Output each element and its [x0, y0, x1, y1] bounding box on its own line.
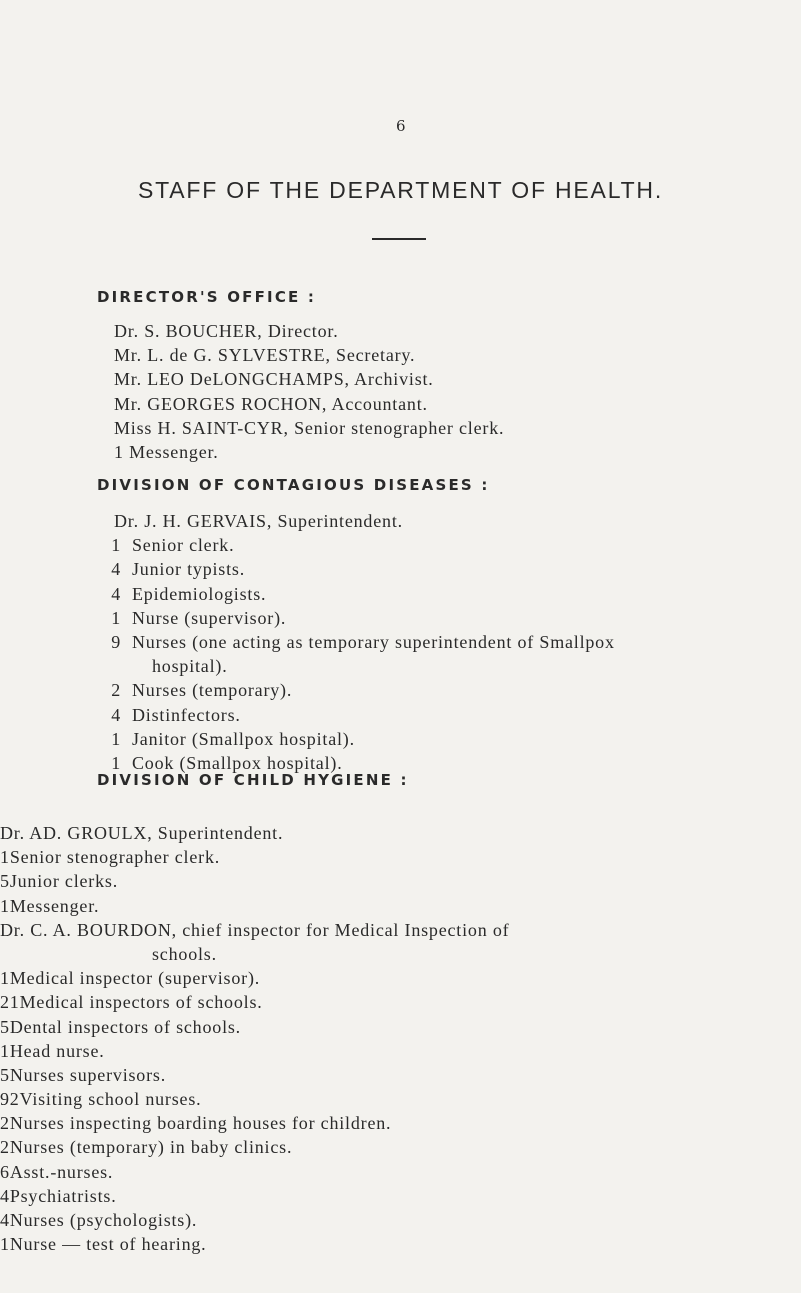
list-item — [0, 1232, 801, 1256]
list-item — [0, 606, 801, 630]
title-divider — [372, 238, 426, 240]
list-item — [0, 416, 801, 440]
entry-text: Nurses (psychologists). — [9, 1210, 198, 1230]
entry-text: Medical inspector (supervisor). — [9, 968, 261, 989]
entry-count: 4 — [111, 704, 121, 725]
child-hygiene-list — [0, 821, 801, 1256]
entry-text: Messenger. — [9, 895, 100, 916]
list-item — [0, 343, 801, 367]
entry-count: 6 — [0, 1161, 10, 1182]
entry-count: 1 — [111, 607, 121, 628]
entry-text: Medical inspectors of schools. — [19, 992, 263, 1013]
entry-text: Miss H. SAINT-CYR, Senior stenographer clerk. — [114, 417, 505, 438]
entry-text: Nurse (supervisor). — [132, 607, 287, 628]
entry-text: Dr. J. H. GERVAIS, Superintendent. — [114, 511, 403, 531]
entry-text: Epidemiologists. — [132, 583, 267, 604]
entry-count: 5 — [0, 1064, 10, 1085]
list-item — [0, 533, 801, 557]
entry-text: Distinfectors. — [132, 704, 241, 725]
list-item — [0, 821, 801, 845]
list-item-continuation — [0, 942, 801, 966]
entry-count: 1 — [0, 895, 10, 916]
entry-text: Head nurse. — [9, 1040, 105, 1061]
list-item — [0, 630, 801, 654]
entry-text: Dr. AD. GROULX, Superintendent. — [0, 823, 284, 843]
list-item — [0, 1087, 801, 1111]
entry-text: schools. — [152, 943, 217, 964]
entry-count: 21 — [0, 992, 20, 1013]
section-heading-directors-office: DIRECTOR'S OFFICE : — [97, 288, 317, 306]
entry-count: 1 — [111, 535, 121, 556]
entry-count: 2 — [0, 1113, 10, 1134]
list-item — [0, 869, 801, 893]
entry-text: Janitor (Smallpox hospital). — [132, 728, 355, 749]
list-item — [0, 1208, 801, 1232]
list-item — [0, 1015, 801, 1039]
entry-count: 4 — [0, 1185, 10, 1206]
entry-count: 1 — [0, 847, 10, 868]
list-item — [0, 319, 801, 343]
entry-text: Nurses (temporary). — [132, 680, 293, 701]
entry-text: Dental inspectors of schools. — [9, 1016, 241, 1037]
entry-count: 5 — [0, 871, 10, 892]
entry-text: Dr. S. BOUCHER, Director. — [114, 321, 339, 341]
entry-count: 9 — [111, 631, 121, 652]
page-title: STAFF OF THE DEPARTMENT OF HEALTH. — [137, 177, 664, 203]
entry-text: Junior typists. — [132, 559, 246, 580]
list-item-continuation — [0, 654, 801, 678]
entry-count: 4 — [111, 559, 121, 580]
entry-count: 1 — [0, 968, 10, 989]
entry-text: Junior clerks. — [9, 871, 118, 892]
list-item — [0, 966, 801, 990]
entry-count: 92 — [0, 1089, 20, 1110]
entry-text: Nurse — test of hearing. — [9, 1234, 207, 1255]
contagious-diseases-list — [0, 509, 801, 775]
entry-count: 1 — [0, 1234, 10, 1255]
entry-text: Nurses (one acting as temporary superintendent of Smallpox — [132, 631, 615, 652]
page-number: 6 — [396, 117, 406, 135]
entry-text: Nurses (temporary) in baby clinics. — [9, 1137, 293, 1158]
directors-office-list — [0, 319, 801, 464]
entry-count: 1 — [111, 752, 121, 773]
entry-count: 5 — [0, 1016, 10, 1037]
list-item — [0, 367, 801, 391]
list-item — [0, 1135, 801, 1159]
entry-text: Senior clerk. — [132, 535, 235, 556]
entry-text: Senior stenographer clerk. — [9, 847, 221, 868]
list-item — [0, 1039, 801, 1063]
list-item — [0, 582, 801, 606]
entry-text: Nurses supervisors. — [9, 1064, 166, 1085]
list-item — [0, 845, 801, 869]
entry-text: Dr. C. A. BOURDON, chief inspector for Medical Inspection of — [0, 919, 510, 940]
section-heading-child-hygiene: DIVISION OF CHILD HYGIENE : — [97, 771, 409, 789]
list-item — [0, 1063, 801, 1087]
entry-text: Mr. L. de G. SYLVESTRE, Secretary. — [114, 345, 416, 366]
entry-count: 1 — [0, 1040, 10, 1061]
entry-text: Mr. LEO DeLONGCHAMPS, Archivist. — [114, 369, 434, 390]
entry-text: 1 Messenger. — [114, 441, 219, 462]
list-item — [0, 509, 801, 533]
list-item — [0, 1184, 801, 1208]
list-item — [0, 440, 801, 464]
list-item — [0, 678, 801, 702]
entry-text: hospital). — [152, 656, 228, 677]
entry-text: Mr. GEORGES ROCHON, Accountant. — [114, 393, 428, 414]
entry-count: 2 — [0, 1137, 10, 1158]
list-item — [0, 392, 801, 416]
entry-text: Visiting school nurses. — [19, 1089, 202, 1110]
list-item — [0, 894, 801, 918]
entry-count: 4 — [0, 1210, 10, 1230]
list-item — [0, 990, 801, 1014]
list-item — [0, 703, 801, 727]
entry-text: Cook (Smallpox hospital). — [132, 752, 343, 773]
entry-text: Asst.-nurses. — [9, 1161, 114, 1182]
list-item — [0, 557, 801, 581]
entry-count: 4 — [111, 583, 121, 604]
list-item — [0, 1111, 801, 1135]
section-heading-contagious-diseases: DIVISION OF CONTAGIOUS DISEASES : — [97, 476, 490, 494]
list-item — [0, 727, 801, 751]
entry-text: Nurses inspecting boarding houses for children. — [9, 1113, 392, 1134]
list-item — [0, 918, 801, 942]
entry-text: Psychiatrists. — [9, 1185, 117, 1206]
entry-count: 2 — [111, 680, 121, 701]
entry-count: 1 — [111, 728, 121, 749]
list-item — [0, 1160, 801, 1184]
